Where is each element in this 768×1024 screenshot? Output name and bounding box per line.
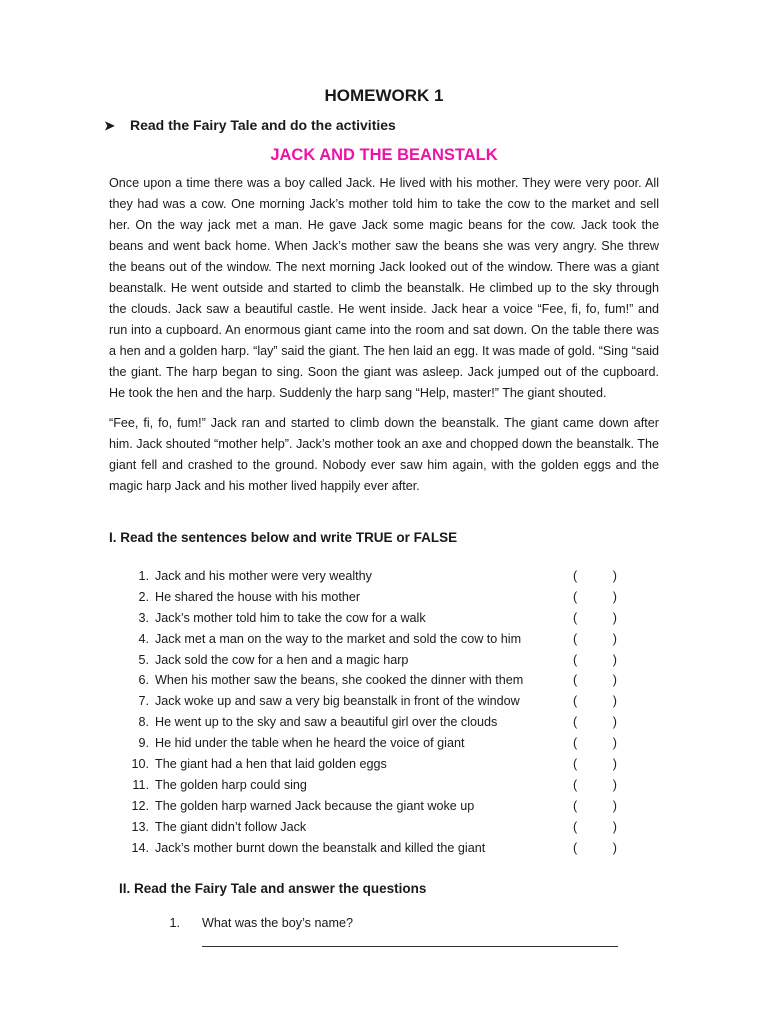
open-paren: (	[573, 819, 578, 834]
true-false-item	[109, 608, 629, 629]
question-text: What was the boy’s name?	[202, 916, 353, 930]
instruction	[104, 117, 396, 134]
answer-blank[interactable]	[573, 733, 617, 754]
item-number: 13.	[131, 819, 149, 834]
item-number: 11.	[132, 777, 149, 792]
section-heading-questions: II. Read the Fairy Tale and answer the questions	[119, 881, 427, 896]
answer-blank[interactable]	[573, 712, 617, 733]
open-paren: (	[573, 569, 578, 583]
item-number: 10.	[131, 757, 149, 772]
true-false-item	[109, 712, 629, 733]
question-number: 1.	[169, 916, 180, 930]
section-heading-true-false: I. Read the sentences below and write TRUE or FALSE	[109, 530, 458, 545]
close-paren: )	[612, 694, 617, 709]
answer-blank[interactable]	[573, 587, 617, 608]
instruction-text: Read the Fairy Tale and do the activities	[130, 117, 396, 133]
item-statement: Jack woke up and saw a very big beanstalk in front of the window	[155, 694, 520, 709]
item-number: 12.	[131, 798, 149, 813]
close-paren: )	[612, 819, 617, 834]
item-statement: The giant didn’t follow Jack	[155, 819, 307, 834]
item-number: 8.	[138, 715, 149, 730]
item-statement: Jack sold the cow for a hen and a magic harp	[155, 652, 409, 667]
story-body	[109, 173, 659, 497]
story-title: JACK AND THE BEANSTALK	[270, 146, 498, 164]
open-paren: (	[573, 694, 578, 709]
item-statement: The golden harp could sing	[155, 777, 307, 792]
close-paren: )	[612, 798, 617, 813]
item-statement: Jack’s mother told him to take the cow for a walk	[155, 610, 426, 625]
close-paren: )	[612, 652, 617, 667]
answer-blank[interactable]	[573, 608, 617, 629]
question-item	[150, 913, 630, 933]
close-paren: )	[612, 757, 617, 772]
item-statement: Jack’s mother burnt down the beanstalk and killed the giant	[155, 840, 486, 855]
item-number: 14.	[131, 840, 149, 855]
answer-blank[interactable]	[573, 629, 617, 650]
true-false-item	[109, 670, 629, 691]
true-false-item	[109, 754, 629, 775]
close-paren: )	[612, 840, 617, 855]
open-paren: (	[573, 777, 578, 792]
answer-blank[interactable]	[573, 754, 617, 775]
arrow-bullet-icon: ➤	[104, 118, 115, 133]
item-number: 2.	[138, 589, 149, 604]
item-number: 6.	[138, 673, 149, 688]
close-paren: )	[612, 673, 617, 688]
item-number: 5.	[138, 652, 149, 667]
true-false-item	[109, 775, 629, 796]
close-paren: )	[612, 631, 617, 646]
item-number: 9.	[138, 736, 149, 751]
close-paren: )	[612, 569, 617, 583]
item-number: 7.	[138, 694, 149, 709]
true-false-item	[109, 587, 629, 608]
close-paren: )	[612, 610, 617, 625]
true-false-list	[109, 566, 629, 858]
close-paren: )	[612, 589, 617, 604]
item-statement: He went up to the sky and saw a beautiful girl over the clouds	[155, 715, 498, 730]
item-number: 4.	[138, 631, 149, 646]
page-title: HOMEWORK 1	[324, 86, 444, 105]
open-paren: (	[573, 736, 578, 751]
item-statement: He shared the house with his mother	[155, 589, 361, 604]
answer-line[interactable]	[202, 946, 618, 947]
open-paren: (	[573, 673, 578, 688]
close-paren: )	[612, 736, 617, 751]
item-statement: When his mother saw the beans, she cooked the dinner with them	[155, 673, 524, 688]
item-statement: The golden harp warned Jack because the giant woke up	[155, 798, 475, 813]
item-statement: Jack and his mother were very wealthy	[155, 569, 372, 583]
open-paren: (	[573, 757, 578, 772]
true-false-item	[109, 838, 629, 859]
answer-blank[interactable]	[573, 650, 617, 671]
open-paren: (	[573, 715, 578, 730]
answer-blank[interactable]	[573, 775, 617, 796]
true-false-item	[109, 796, 629, 817]
true-false-item	[109, 650, 629, 671]
true-false-item	[109, 566, 629, 587]
item-number: 1.	[138, 569, 149, 583]
answer-blank[interactable]	[573, 691, 617, 712]
true-false-item	[109, 629, 629, 650]
open-paren: (	[573, 840, 578, 855]
question-list	[150, 913, 630, 933]
item-number: 3.	[138, 610, 149, 625]
answer-blank[interactable]	[573, 670, 617, 691]
true-false-item	[109, 691, 629, 712]
story-paragraph: “Fee, fi, fo, fum!” Jack ran and started to climb down the beanstalk. The giant came down after him. Jack shouted “mother help”. Jack’s mother took an axe and chopped down the beanstalk. The giant fell and crashed to the ground. Nobody ever saw him again, with the golden eggs and the magic harp Jack and his mother lived happily ever after.	[109, 416, 659, 493]
answer-blank[interactable]	[573, 838, 617, 859]
item-statement: The giant had a hen that laid golden eggs	[155, 757, 387, 772]
answer-blank[interactable]	[573, 817, 617, 838]
close-paren: )	[612, 777, 617, 792]
item-statement: He hid under the table when he heard the voice of giant	[155, 736, 465, 751]
answer-blank[interactable]	[573, 796, 617, 817]
open-paren: (	[573, 631, 578, 646]
true-false-item	[109, 817, 629, 838]
answer-blank[interactable]	[573, 566, 617, 587]
close-paren: )	[612, 715, 617, 730]
story-paragraph: Once upon a time there was a boy called Jack. He lived with his mother. They were very poor. All they had was a cow. One morning Jack’s mother told him to take the cow to the market and sell her. On the way jack met a man. He gave Jack some magic beans for the cow. Jack took the beans and went back home. When Jack’s mother saw the beans she was very angry. She threw the beans out of the window. The next morning Jack looked out of the window. There was a giant beanstalk. He went outside and started to climb the beanstalk. He climbed up to the sky through the clouds. Jack saw a beautiful castle. He went inside. Jack hear a voice “Fee, fi, fo, fum!” and run into a cupboard. An enormous giant came into the room and sat down. On the table there was a hen and a golden harp. “lay” said the giant. The hen laid an egg. It was made of gold. “Sing “said the giant. The harp began to sing. Soon the giant was asleep. Jack jumped out of the cupboard. He took the hen and the harp. Suddenly the harp sang “Help, master!” The giant shouted.	[109, 176, 659, 400]
true-false-item	[109, 733, 629, 754]
open-paren: (	[573, 610, 578, 625]
open-paren: (	[573, 798, 578, 813]
item-statement: Jack met a man on the way to the market and sold the cow to him	[155, 631, 522, 646]
open-paren: (	[573, 652, 578, 667]
open-paren: (	[573, 589, 578, 604]
